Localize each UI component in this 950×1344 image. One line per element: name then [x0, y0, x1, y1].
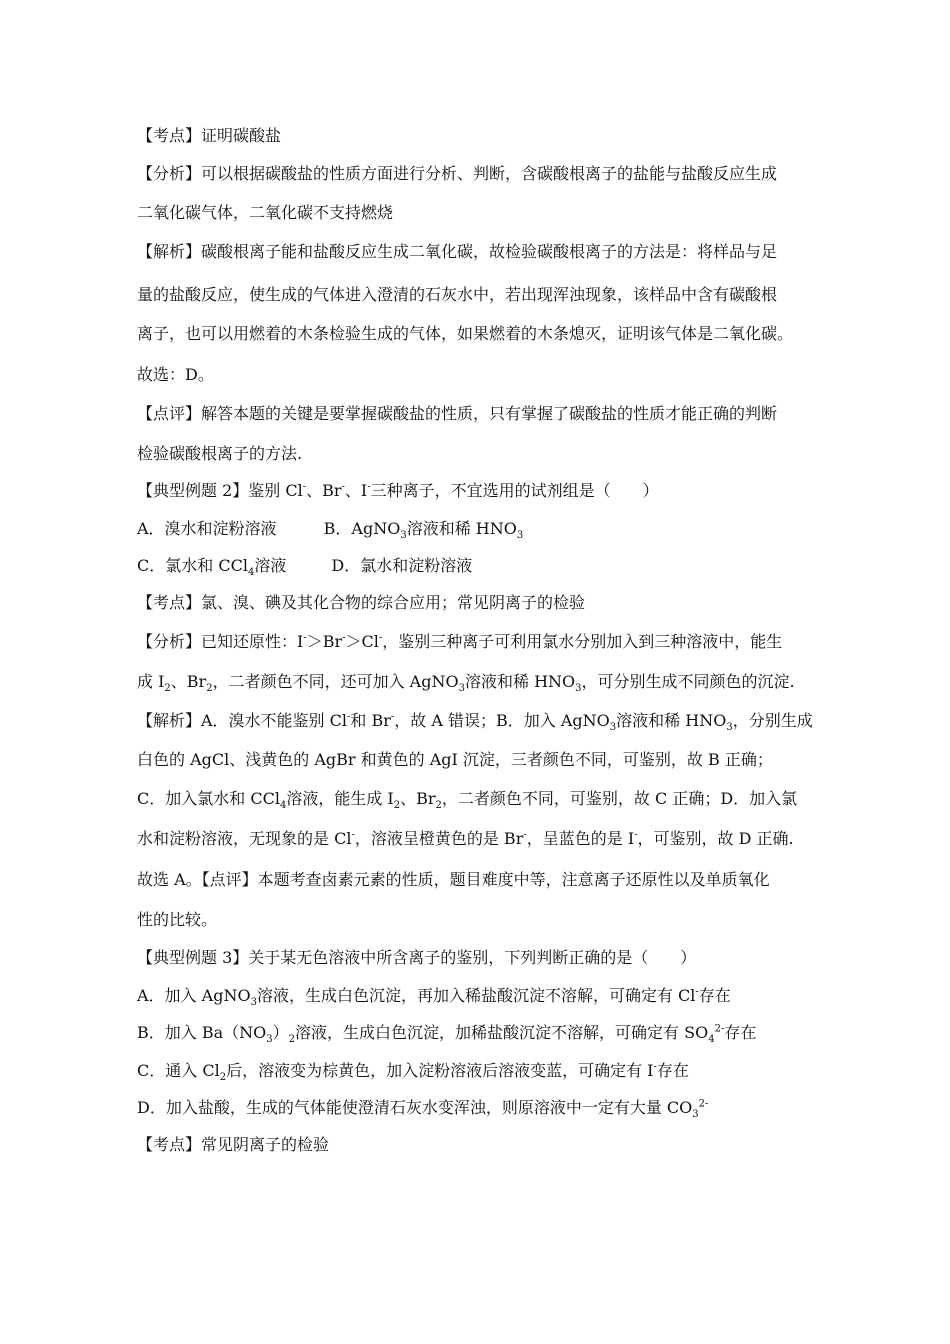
- analysis-2-line-2: 成 $I_2$、$Br_2$，二者颜色不同，还可加入 AgNO$_3$溶液和稀 $HNO_3$，可分别生成不同颜色的沉淀.: [137, 672, 795, 695]
- solution-line-2: 量的盐酸反应，使生成的气体进入澄清的石灰水中，若出现浑浊现象，该样品中含有碳酸根: [137, 285, 778, 304]
- kaodian-heading-3: 【考点】常见阴离子的检验: [137, 1135, 330, 1154]
- solution-2-line-2: 白色的 AgCl、浅黄色的 AgBr 和黄色的 AgI 沉淀，三者颜色不同，可鉴别，故 B 正确；: [137, 750, 773, 769]
- comment-line-1: 【点评】解答本题的关键是要掌握碳酸盐的性质，只有掌握了碳酸盐的性质才能正确的判断: [137, 404, 778, 423]
- solution-2-line-3: C．加入氯水和 CCl$_4$溶液，能生成 $I_2$、$Br_2$，二者颜色不同，可鉴别，故 C 正确；D．加入氯: [137, 789, 798, 812]
- analysis-2-line-1: 【分析】已知还原性：I-＞Br-＞Cl-，鉴别三种离子可利用氯水分别加入到三种溶液中，能生: [137, 632, 783, 651]
- solution-line-1: 【解析】碳酸根离子能和盐酸反应生成二氧化碳，故检验碳酸根离子的方法是：将样品与足: [137, 242, 778, 261]
- example-3-option-d: D．加入盐酸，生成的气体能使澄清石灰水变浑浊，则原溶液中一定有大量 $CO_3^{2-}$: [137, 1098, 709, 1121]
- example-2-options-cd: [137, 556, 473, 579]
- example-2-options-ab: [137, 519, 524, 542]
- example-2-question: 【典型例题 2】鉴别 Cl-、Br-、I-三种离子，不宜选用的试剂组是（ ）: [137, 481, 659, 500]
- kaodian-heading-1: 【考点】证明碳酸盐: [137, 126, 282, 145]
- example-3-question: 【典型例题 3】关于某无色溶液中所含离子的鉴别，下列判断正确的是（ ）: [137, 948, 697, 967]
- option-d: D．氯水和淀粉溶液: [331, 556, 473, 575]
- option-a: A．溴水和淀粉溶液: [137, 519, 277, 538]
- example-3-option-c: C．通入 $Cl_2$后，溶液变为棕黄色，加入淀粉溶液后溶液变蓝，可确定有 I-存在: [137, 1061, 689, 1084]
- solution-2-line-1: 【解析】A．溴水不能鉴别 Cl-和 Br-，故 A 错误；B．加入 AgNO$_3$溶液和稀 $HNO_3$，分别生成: [137, 711, 813, 734]
- solution-line-3: 离子，也可以用燃着的木条检验生成的气体，如果燃着的木条熄灭，证明该气体是二氧化碳。: [137, 324, 794, 343]
- answer-line-1: 故选：D。: [137, 365, 214, 384]
- analysis-line-1: 【分析】可以根据碳酸盐的性质方面进行分析、判断，含碳酸根离子的盐能与盐酸反应生成: [137, 164, 778, 183]
- example-3-option-b: B．加入 $Ba(NO_3)_2$溶液，生成白色沉淀，加稀盐酸沉淀不溶解，可确定有 $SO_4^{2-}$存在: [137, 1023, 757, 1046]
- comment-line-2: 检验碳酸根离子的方法.: [137, 444, 303, 463]
- answer-comment-line-2: 性的比较。: [137, 910, 218, 929]
- analysis-line-2: 二氧化碳气体，二氧化碳不支持燃烧: [137, 203, 394, 222]
- answer-comment-line-1: 故选 A。【点评】本题考查卤素元素的性质，题目难度中等，注意离子还原性以及单质氧化: [137, 870, 770, 889]
- solution-2-line-4: 水和淀粉溶液，无现象的是 Cl-，溶液呈橙黄色的是 Br-，呈蓝色的是 I-，可鉴别，故 D 正确.: [137, 829, 794, 848]
- option-c: C．氯水和 CCl$_4$溶液: [137, 556, 287, 579]
- kaodian-heading-2: 【考点】氯、溴、碘及其化合物的综合应用；常见阴离子的检验: [137, 593, 586, 612]
- example-3-option-a: A．加入 AgNO$_3$溶液，生成白色沉淀，再加入稀盐酸沉淀不溶解，可确定有 Cl-存在: [137, 986, 731, 1009]
- option-b: B．AgNO$_3$溶液和稀 $HNO_3$: [323, 519, 524, 542]
